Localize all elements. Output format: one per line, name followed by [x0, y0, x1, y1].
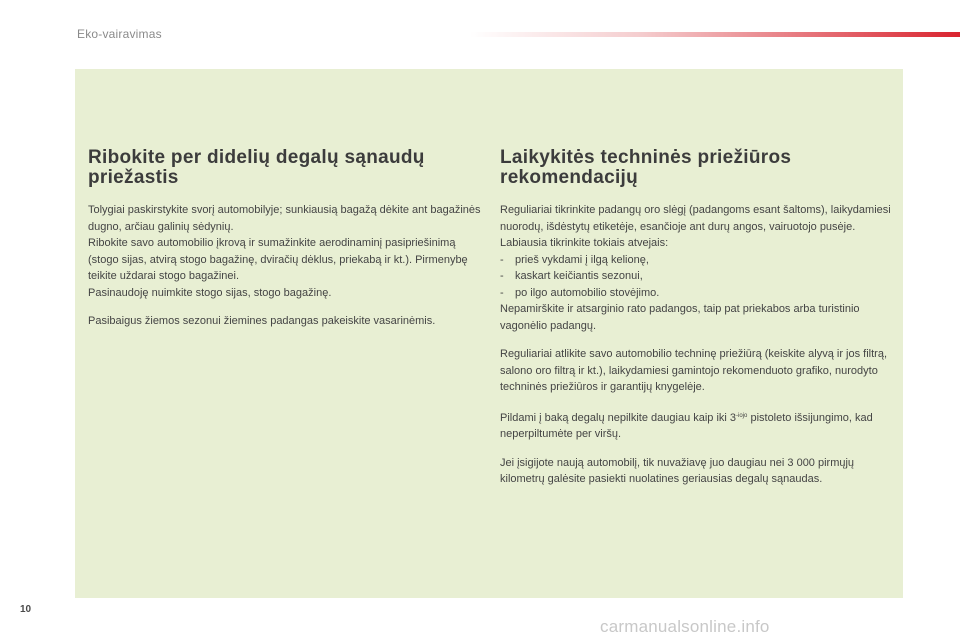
left-paragraph-2: Pasibaigus žiemos sezonui žiemines padangas pakeiskite vasarinėmis. — [88, 315, 436, 327]
page-number: 10 — [20, 604, 32, 615]
left-line-load: Ribokite savo automobilio įkrovą ir sumažinkite aerodinaminį pasipriešinimą (stogo sijas, atvirą stogo bagažinę, dviračių dėklus, priekabą ir kt.). Pirmenybę teikite uždarai stogo bagažinei. — [88, 237, 468, 282]
left-paragraph-1 — [88, 202, 483, 301]
section-title: Eko-vairavimas — [77, 27, 162, 41]
left-column — [88, 148, 483, 330]
list-item: - kaskart keičiantis sezonui, — [500, 270, 643, 282]
right-new-car: Jei įsigijote naują automobilį, tik nuvažiavę juo daugiau nei 3 000 pirmųjų kilometrų galėsite pasiekti nuolatines geriausias degalų sąnaudas. — [500, 456, 855, 485]
header-accent-bar — [470, 32, 960, 37]
right-column — [500, 148, 895, 488]
list-item: - po ilgo automobilio stovėjimo. — [500, 286, 660, 299]
right-refuel: Pildami į baką degalų nepilkite daugiau kaip iki $3^{-iojo}$ pistoleto išsijungimo, kad neperpiltumėte per viršų. — [500, 411, 873, 440]
left-line-weight: Tolygiai paskirstykite svorį automobilyje; sunkiausią bagažą dėkite ant bagažinės dugno, arčiau galinių sėdynių. — [88, 204, 481, 233]
right-maintenance: Reguliariai atlikite savo automobilio techninę priežiūrą (keiskite alyvą ir jos filtrą, salono oro filtrą ir kt.), laikydamiesi gamintojo rekomenduoto grafiko, nurodyto techninės priežiūros ir garantijų knygelėje. — [500, 348, 888, 393]
right-heading: Laikykitės techninės priežiūros rekomendacijų — [500, 147, 792, 188]
right-intro: Reguliariai tikrinkite padangų oro slėgį (padangoms esant šaltoms), laikydamiesi nuorodų, išdėstytų etiketėje, esančioje ant durų angos, vairuotojo pusėje. — [500, 204, 891, 233]
left-heading: Ribokite per didelių degalų sąnaudų priežastis — [88, 147, 425, 188]
watermark: carmanualsonline.info — [600, 617, 770, 636]
check-list — [500, 252, 895, 302]
left-line-remove: Pasinaudoję nuimkite stogo sijas, stogo bagažinę. — [88, 286, 332, 299]
list-item: - prieš vykdami į ilgą kelionę, — [500, 253, 649, 266]
right-check-lead: Labiausia tikrinkite tokiais atvejais: — [500, 237, 669, 249]
right-reminder: Nepamirškite ir atsarginio rato padangos, taip pat priekabos arba turistinio vagonėlio padangų. — [500, 303, 860, 332]
